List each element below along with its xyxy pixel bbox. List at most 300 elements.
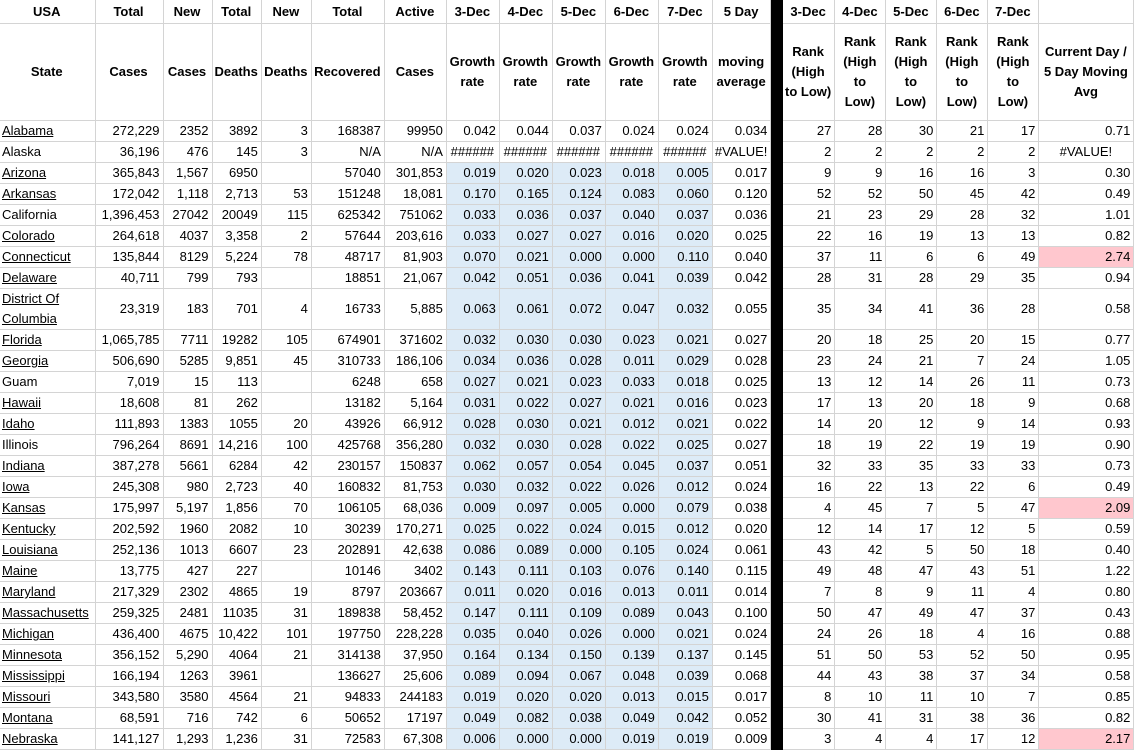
data-cell[interactable]: 0.068 <box>712 666 771 687</box>
column-header-cell[interactable]: Growth rate <box>446 24 499 121</box>
data-cell[interactable]: 81,903 <box>384 247 446 268</box>
data-cell[interactable]: 12 <box>886 414 937 435</box>
data-cell[interactable]: 2.17 <box>1039 729 1134 750</box>
data-cell[interactable]: 16 <box>937 163 988 184</box>
data-cell[interactable]: 0.120 <box>712 184 771 205</box>
data-cell[interactable]: 0.58 <box>1039 289 1134 330</box>
data-cell[interactable]: 0.076 <box>605 561 658 582</box>
data-cell[interactable]: 5 <box>937 498 988 519</box>
data-cell[interactable]: 135,844 <box>95 247 163 268</box>
data-cell[interactable]: 41 <box>886 289 937 330</box>
data-cell[interactable]: 0.124 <box>552 184 605 205</box>
data-cell[interactable]: 20 <box>835 414 886 435</box>
data-cell[interactable]: 264,618 <box>95 226 163 247</box>
column-header-cell[interactable]: Growth rate <box>605 24 658 121</box>
data-cell[interactable]: 227 <box>212 561 261 582</box>
data-cell[interactable]: 9,851 <box>212 351 261 372</box>
data-cell[interactable]: 175,997 <box>95 498 163 519</box>
top-header-cell[interactable] <box>1039 0 1134 24</box>
data-cell[interactable]: 0.012 <box>605 414 658 435</box>
data-cell[interactable]: 0.040 <box>712 247 771 268</box>
data-cell[interactable]: 49 <box>988 247 1039 268</box>
data-cell[interactable]: 33 <box>835 456 886 477</box>
data-cell[interactable]: 2,723 <box>212 477 261 498</box>
data-cell[interactable]: 105 <box>261 330 311 351</box>
data-cell[interactable]: 0.030 <box>499 414 552 435</box>
data-cell[interactable]: ###### <box>499 142 552 163</box>
data-cell[interactable]: 38 <box>937 708 988 729</box>
data-cell[interactable]: 17 <box>783 393 835 414</box>
data-cell[interactable]: 1.22 <box>1039 561 1134 582</box>
data-cell[interactable]: 16733 <box>311 289 384 330</box>
data-cell[interactable]: 12 <box>988 729 1039 750</box>
data-cell[interactable]: 36 <box>937 289 988 330</box>
data-cell[interactable]: 0.134 <box>499 645 552 666</box>
data-cell[interactable]: 0.77 <box>1039 330 1134 351</box>
state-link[interactable]: Maine <box>2 563 38 578</box>
data-cell[interactable]: 1,567 <box>163 163 212 184</box>
data-cell[interactable]: 301,853 <box>384 163 446 184</box>
data-cell[interactable]: 0.022 <box>499 519 552 540</box>
data-cell[interactable]: 16 <box>886 163 937 184</box>
data-cell[interactable]: 14 <box>835 519 886 540</box>
data-cell[interactable]: 41 <box>835 708 886 729</box>
data-cell[interactable]: 1383 <box>163 414 212 435</box>
data-cell[interactable]: 19 <box>988 435 1039 456</box>
state-link[interactable]: Kentucky <box>2 521 56 536</box>
state-name-cell[interactable] <box>0 121 95 142</box>
data-cell[interactable]: 14 <box>988 414 1039 435</box>
data-cell[interactable]: N/A <box>311 142 384 163</box>
top-header-cell[interactable]: 5-Dec <box>552 0 605 24</box>
data-cell[interactable]: 106105 <box>311 498 384 519</box>
data-cell[interactable]: 0.150 <box>552 645 605 666</box>
data-cell[interactable]: 22 <box>835 477 886 498</box>
data-cell[interactable]: 0.034 <box>446 351 499 372</box>
data-cell[interactable]: 100 <box>261 435 311 456</box>
data-cell[interactable]: 0.019 <box>658 729 712 750</box>
data-cell[interactable]: 0.047 <box>605 289 658 330</box>
data-cell[interactable]: 11 <box>988 372 1039 393</box>
data-cell[interactable]: 701 <box>212 289 261 330</box>
data-cell[interactable]: 4 <box>835 729 886 750</box>
data-cell[interactable]: 2,713 <box>212 184 261 205</box>
data-cell[interactable]: 0.022 <box>712 414 771 435</box>
data-cell[interactable]: 0.055 <box>712 289 771 330</box>
data-cell[interactable]: 48 <box>835 561 886 582</box>
data-cell[interactable]: 0.030 <box>552 330 605 351</box>
data-cell[interactable]: 10146 <box>311 561 384 582</box>
data-cell[interactable]: 42 <box>261 456 311 477</box>
data-cell[interactable]: 19 <box>886 226 937 247</box>
data-cell[interactable]: 53 <box>261 184 311 205</box>
data-cell[interactable]: 25,606 <box>384 666 446 687</box>
data-cell[interactable]: 0.086 <box>446 540 499 561</box>
data-cell[interactable]: 0.032 <box>446 330 499 351</box>
data-cell[interactable]: 14,216 <box>212 435 261 456</box>
state-link[interactable]: Mississippi <box>2 668 65 683</box>
column-header-cell[interactable]: Growth rate <box>658 24 712 121</box>
data-cell[interactable]: 0.028 <box>552 351 605 372</box>
data-cell[interactable]: 0.58 <box>1039 666 1134 687</box>
data-cell[interactable]: 0.30 <box>1039 163 1134 184</box>
data-cell[interactable]: 6248 <box>311 372 384 393</box>
data-cell[interactable]: 13 <box>886 477 937 498</box>
data-cell[interactable]: 4037 <box>163 226 212 247</box>
data-cell[interactable]: 0.079 <box>658 498 712 519</box>
data-cell[interactable]: 23 <box>783 351 835 372</box>
data-cell[interactable]: 111,893 <box>95 414 163 435</box>
data-cell[interactable]: 12 <box>937 519 988 540</box>
data-cell[interactable]: 3 <box>988 163 1039 184</box>
state-name-cell[interactable] <box>0 435 95 456</box>
data-cell[interactable]: 0.061 <box>712 540 771 561</box>
data-cell[interactable]: 28 <box>937 205 988 226</box>
data-cell[interactable]: 17 <box>988 121 1039 142</box>
data-cell[interactable]: 0.011 <box>605 351 658 372</box>
data-cell[interactable]: 3 <box>261 121 311 142</box>
data-cell[interactable]: 68,591 <box>95 708 163 729</box>
state-name-cell[interactable] <box>0 142 95 163</box>
data-cell[interactable]: 23 <box>835 205 886 226</box>
state-link[interactable]: Nebraska <box>2 731 58 746</box>
data-cell[interactable]: 115 <box>261 205 311 226</box>
data-cell[interactable] <box>261 393 311 414</box>
data-cell[interactable]: 45 <box>835 498 886 519</box>
data-cell[interactable]: 3402 <box>384 561 446 582</box>
data-cell[interactable]: 1960 <box>163 519 212 540</box>
data-cell[interactable]: 0.021 <box>499 372 552 393</box>
data-cell[interactable]: 5,290 <box>163 645 212 666</box>
data-cell[interactable]: 21,067 <box>384 268 446 289</box>
data-cell[interactable]: 0.017 <box>712 163 771 184</box>
data-cell[interactable]: 37 <box>988 603 1039 624</box>
data-cell[interactable]: 25 <box>886 330 937 351</box>
data-cell[interactable]: 24 <box>783 624 835 645</box>
data-cell[interactable]: 189838 <box>311 603 384 624</box>
data-cell[interactable]: 0.49 <box>1039 477 1134 498</box>
data-cell[interactable]: 33 <box>988 456 1039 477</box>
data-cell[interactable]: 0.71 <box>1039 121 1134 142</box>
data-cell[interactable]: 57040 <box>311 163 384 184</box>
data-cell[interactable]: 751062 <box>384 205 446 226</box>
data-cell[interactable]: 0.057 <box>499 456 552 477</box>
data-cell[interactable]: 36 <box>988 708 1039 729</box>
data-cell[interactable]: 37 <box>783 247 835 268</box>
data-cell[interactable]: 0.111 <box>499 603 552 624</box>
data-cell[interactable]: 356,280 <box>384 435 446 456</box>
data-cell[interactable]: 35 <box>886 456 937 477</box>
state-name-cell[interactable] <box>0 247 95 268</box>
data-cell[interactable]: 0.031 <box>446 393 499 414</box>
data-cell[interactable]: 0.009 <box>712 729 771 750</box>
data-cell[interactable]: 272,229 <box>95 121 163 142</box>
data-cell[interactable]: 34 <box>988 666 1039 687</box>
state-link[interactable]: Iowa <box>2 479 30 494</box>
data-cell[interactable]: 0.025 <box>712 372 771 393</box>
data-cell[interactable]: 6284 <box>212 456 261 477</box>
state-link[interactable]: Delaware <box>2 270 57 285</box>
data-cell[interactable]: 160832 <box>311 477 384 498</box>
top-header-cell[interactable]: USA <box>0 0 95 24</box>
data-cell[interactable]: 506,690 <box>95 351 163 372</box>
data-cell[interactable]: 0.105 <box>605 540 658 561</box>
data-cell[interactable]: 6 <box>886 247 937 268</box>
data-cell[interactable]: 0.023 <box>712 393 771 414</box>
data-cell[interactable]: #VALUE! <box>712 142 771 163</box>
data-cell[interactable]: 0.030 <box>499 435 552 456</box>
data-cell[interactable]: 49 <box>886 603 937 624</box>
data-cell[interactable]: 24 <box>988 351 1039 372</box>
data-cell[interactable]: 0.020 <box>712 519 771 540</box>
data-cell[interactable]: 11 <box>886 687 937 708</box>
data-cell[interactable]: 0.060 <box>658 184 712 205</box>
data-cell[interactable]: 0.028 <box>446 414 499 435</box>
data-cell[interactable]: 0.025 <box>658 435 712 456</box>
data-cell[interactable]: 0.025 <box>446 519 499 540</box>
data-cell[interactable]: 29 <box>886 205 937 226</box>
state-link[interactable]: Guam <box>2 374 38 389</box>
data-cell[interactable]: 0.145 <box>712 645 771 666</box>
state-name-cell[interactable] <box>0 477 95 498</box>
data-cell[interactable]: 0.000 <box>552 729 605 750</box>
data-cell[interactable]: 0.93 <box>1039 414 1134 435</box>
data-cell[interactable]: 716 <box>163 708 212 729</box>
data-cell[interactable]: 0.022 <box>499 393 552 414</box>
data-cell[interactable]: 0.032 <box>499 477 552 498</box>
data-cell[interactable]: 3 <box>783 729 835 750</box>
data-cell[interactable]: 0.038 <box>712 498 771 519</box>
data-cell[interactable]: 0.012 <box>658 519 712 540</box>
data-cell[interactable]: 0.082 <box>499 708 552 729</box>
data-cell[interactable]: 0.097 <box>499 498 552 519</box>
data-cell[interactable]: 0.011 <box>658 582 712 603</box>
data-cell[interactable]: 0.143 <box>446 561 499 582</box>
data-cell[interactable]: ###### <box>658 142 712 163</box>
data-cell[interactable]: 0.037 <box>658 205 712 226</box>
data-cell[interactable]: 22 <box>937 477 988 498</box>
data-cell[interactable]: 0.000 <box>605 247 658 268</box>
top-header-cell[interactable]: 4-Dec <box>499 0 552 24</box>
state-link[interactable]: Massachusetts <box>2 605 89 620</box>
data-cell[interactable]: 245,308 <box>95 477 163 498</box>
data-cell[interactable]: 28 <box>783 268 835 289</box>
data-cell[interactable]: 0.140 <box>658 561 712 582</box>
data-cell[interactable]: 0.089 <box>605 603 658 624</box>
state-name-cell[interactable] <box>0 351 95 372</box>
column-header-cell[interactable]: Deaths <box>212 24 261 121</box>
data-cell[interactable]: 3 <box>261 142 311 163</box>
data-cell[interactable]: 6950 <box>212 163 261 184</box>
data-cell[interactable]: 0.005 <box>552 498 605 519</box>
data-cell[interactable]: 66,912 <box>384 414 446 435</box>
data-cell[interactable]: 0.43 <box>1039 603 1134 624</box>
data-cell[interactable]: 742 <box>212 708 261 729</box>
column-header-cell[interactable]: Rank (High to Low) <box>937 24 988 121</box>
data-cell[interactable]: 186,106 <box>384 351 446 372</box>
data-cell[interactable]: 11035 <box>212 603 261 624</box>
data-cell[interactable]: 31 <box>835 268 886 289</box>
data-cell[interactable]: 18 <box>937 393 988 414</box>
data-cell[interactable]: 0.089 <box>499 540 552 561</box>
data-cell[interactable]: 0.044 <box>499 121 552 142</box>
data-cell[interactable]: 0.027 <box>552 226 605 247</box>
column-header-cell[interactable]: moving average <box>712 24 771 121</box>
data-cell[interactable]: 0.109 <box>552 603 605 624</box>
data-cell[interactable]: 0.024 <box>605 121 658 142</box>
data-cell[interactable]: 19 <box>937 435 988 456</box>
data-cell[interactable]: 8797 <box>311 582 384 603</box>
data-cell[interactable]: 0.014 <box>712 582 771 603</box>
data-cell[interactable]: 7 <box>783 582 835 603</box>
data-cell[interactable]: 0.020 <box>499 163 552 184</box>
data-cell[interactable]: 170,271 <box>384 519 446 540</box>
data-cell[interactable]: 0.49 <box>1039 184 1134 205</box>
data-cell[interactable]: 0.165 <box>499 184 552 205</box>
state-link[interactable]: Alaska <box>2 144 42 159</box>
data-cell[interactable]: 0.024 <box>712 477 771 498</box>
data-cell[interactable]: 0.035 <box>446 624 499 645</box>
data-cell[interactable]: 0.019 <box>446 687 499 708</box>
data-cell[interactable]: 7 <box>937 351 988 372</box>
data-cell[interactable]: 18 <box>835 330 886 351</box>
data-cell[interactable]: 0.042 <box>446 121 499 142</box>
data-cell[interactable]: 47 <box>886 561 937 582</box>
data-cell[interactable]: 9 <box>886 582 937 603</box>
data-cell[interactable] <box>261 666 311 687</box>
data-cell[interactable]: 40,711 <box>95 268 163 289</box>
data-cell[interactable]: 21 <box>261 687 311 708</box>
data-cell[interactable]: 0.036 <box>499 205 552 226</box>
data-cell[interactable]: 6 <box>261 708 311 729</box>
data-cell[interactable]: 0.028 <box>712 351 771 372</box>
data-cell[interactable]: 14 <box>783 414 835 435</box>
state-link[interactable]: Alabama <box>2 123 54 138</box>
data-cell[interactable]: 0.037 <box>658 456 712 477</box>
data-cell[interactable]: 2 <box>886 142 937 163</box>
state-link[interactable]: Michigan <box>2 626 55 641</box>
data-cell[interactable]: 0.036 <box>552 268 605 289</box>
top-header-cell[interactable]: Active <box>384 0 446 24</box>
data-cell[interactable]: 203,616 <box>384 226 446 247</box>
data-cell[interactable]: 30239 <box>311 519 384 540</box>
data-cell[interactable]: 2302 <box>163 582 212 603</box>
data-cell[interactable]: 20 <box>783 330 835 351</box>
data-cell[interactable]: 0.027 <box>552 393 605 414</box>
top-header-cell[interactable]: New <box>261 0 311 24</box>
data-cell[interactable]: 0.021 <box>499 247 552 268</box>
state-name-cell[interactable] <box>0 498 95 519</box>
data-cell[interactable]: 0.90 <box>1039 435 1134 456</box>
state-name-cell[interactable] <box>0 268 95 289</box>
data-cell[interactable]: 21 <box>886 351 937 372</box>
state-name-cell[interactable] <box>0 729 95 750</box>
data-cell[interactable] <box>261 561 311 582</box>
data-cell[interactable]: 50 <box>937 540 988 561</box>
data-cell[interactable]: 0.042 <box>446 268 499 289</box>
data-cell[interactable]: 427 <box>163 561 212 582</box>
data-cell[interactable]: 36,196 <box>95 142 163 163</box>
data-cell[interactable]: ###### <box>605 142 658 163</box>
data-cell[interactable]: 0.110 <box>658 247 712 268</box>
data-cell[interactable]: 15 <box>163 372 212 393</box>
top-header-cell[interactable]: 7-Dec <box>658 0 712 24</box>
data-cell[interactable]: 4865 <box>212 582 261 603</box>
data-cell[interactable]: 0.063 <box>446 289 499 330</box>
data-cell[interactable]: 793 <box>212 268 261 289</box>
data-cell[interactable]: 0.020 <box>552 687 605 708</box>
data-cell[interactable]: 1,856 <box>212 498 261 519</box>
data-cell[interactable]: 1,065,785 <box>95 330 163 351</box>
data-cell[interactable]: 0.026 <box>552 624 605 645</box>
data-cell[interactable]: 7 <box>988 687 1039 708</box>
data-cell[interactable]: 0.021 <box>552 414 605 435</box>
data-cell[interactable]: 0.026 <box>605 477 658 498</box>
data-cell[interactable]: 3961 <box>212 666 261 687</box>
data-cell[interactable]: 35 <box>988 268 1039 289</box>
data-cell[interactable]: 310733 <box>311 351 384 372</box>
data-cell[interactable]: 8129 <box>163 247 212 268</box>
data-cell[interactable]: 18,081 <box>384 184 446 205</box>
data-cell[interactable]: 0.018 <box>605 163 658 184</box>
column-header-cell[interactable]: Recovered <box>311 24 384 121</box>
data-cell[interactable]: ###### <box>552 142 605 163</box>
state-name-cell[interactable] <box>0 624 95 645</box>
data-cell[interactable]: 13 <box>783 372 835 393</box>
data-cell[interactable]: 113 <box>212 372 261 393</box>
data-cell[interactable]: 10,422 <box>212 624 261 645</box>
data-cell[interactable]: 28 <box>835 121 886 142</box>
data-cell[interactable]: 4 <box>783 498 835 519</box>
data-cell[interactable]: 17 <box>886 519 937 540</box>
data-cell[interactable]: 0.027 <box>712 435 771 456</box>
column-header-cell[interactable]: Cases <box>163 24 212 121</box>
data-cell[interactable]: 8 <box>835 582 886 603</box>
data-cell[interactable]: 0.067 <box>552 666 605 687</box>
data-cell[interactable]: 34 <box>835 289 886 330</box>
data-cell[interactable]: 6 <box>937 247 988 268</box>
data-cell[interactable]: 0.013 <box>605 687 658 708</box>
data-cell[interactable]: 365,843 <box>95 163 163 184</box>
data-cell[interactable]: 5285 <box>163 351 212 372</box>
data-cell[interactable]: 1263 <box>163 666 212 687</box>
data-cell[interactable]: 0.023 <box>605 330 658 351</box>
data-cell[interactable]: 2 <box>261 226 311 247</box>
data-cell[interactable]: 5,197 <box>163 498 212 519</box>
data-cell[interactable]: 0.032 <box>658 289 712 330</box>
data-cell[interactable]: 4 <box>261 289 311 330</box>
data-cell[interactable]: 15 <box>988 330 1039 351</box>
data-cell[interactable]: 1.01 <box>1039 205 1134 226</box>
data-cell[interactable]: 18,608 <box>95 393 163 414</box>
data-cell[interactable]: 4064 <box>212 645 261 666</box>
state-link[interactable]: District Of Columbia <box>2 291 60 326</box>
data-cell[interactable]: 0.80 <box>1039 582 1134 603</box>
data-cell[interactable]: #VALUE! <box>1039 142 1134 163</box>
data-cell[interactable]: 1013 <box>163 540 212 561</box>
data-cell[interactable]: 99950 <box>384 121 446 142</box>
data-cell[interactable]: 0.040 <box>605 205 658 226</box>
data-cell[interactable]: 0.083 <box>605 184 658 205</box>
data-cell[interactable]: 14 <box>886 372 937 393</box>
state-link[interactable]: Indiana <box>2 458 45 473</box>
state-link[interactable]: Georgia <box>2 353 49 368</box>
data-cell[interactable]: 0.000 <box>552 540 605 561</box>
data-cell[interactable]: 674901 <box>311 330 384 351</box>
data-cell[interactable]: 244183 <box>384 687 446 708</box>
data-cell[interactable]: 2.74 <box>1039 247 1134 268</box>
data-cell[interactable]: 0.68 <box>1039 393 1134 414</box>
